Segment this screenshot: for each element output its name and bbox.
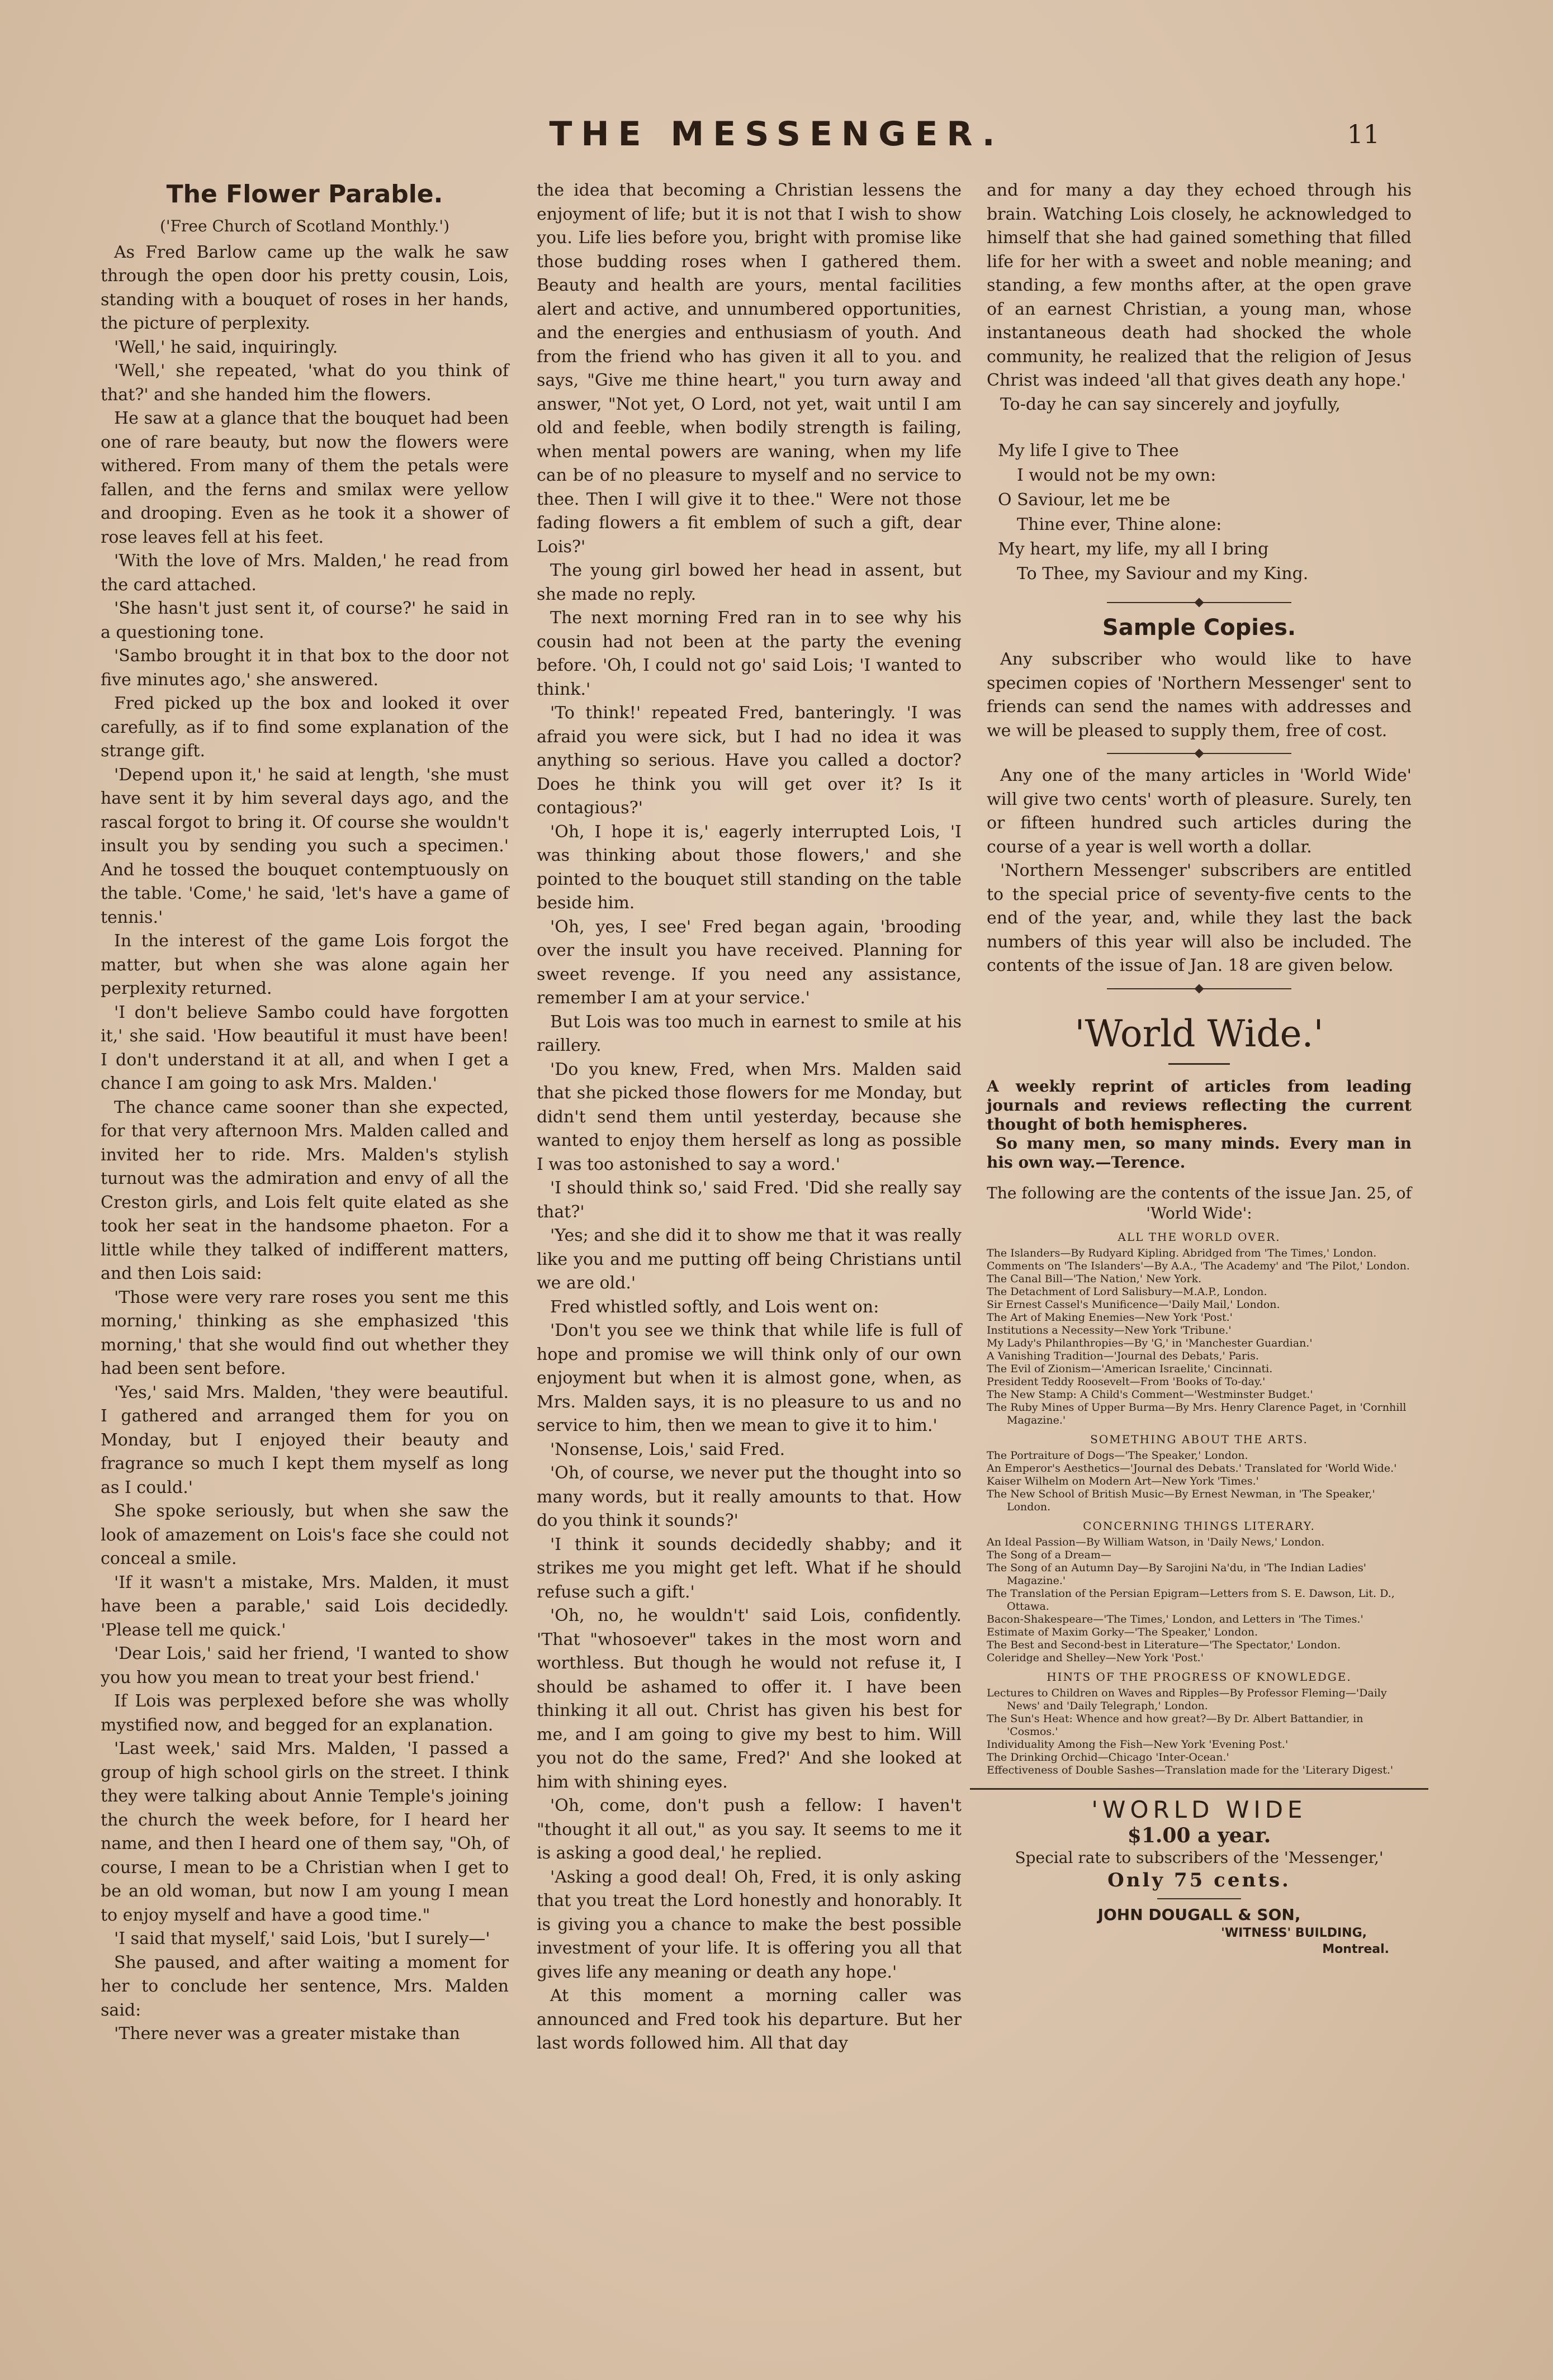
- contents-item: The Best and Second-best in Literature—'The Spectator,' London.: [987, 1638, 1341, 1651]
- paragraph: 'Last week,' said Mrs. Malden, 'I passed a group of high school girls on the street. I think they were talking about Annie Temple's joining the church the week before, for I heard her name, and then I heard one of them say, "Oh, of course, I mean to be a Christian when I get to be an old woman, but now I am young I mean to enjoy myself and have a good time.": [101, 1739, 509, 1925]
- contents-item: The Ruby Mines of Upper Burma—By Mrs. Henry Clarence Paget, in 'Cornhill Magazine.': [987, 1401, 1407, 1426]
- world-wide-motto: So many men, so many minds. Every man in his own way.—Terence.: [987, 1134, 1412, 1172]
- contents-list: [987, 1687, 1412, 1777]
- contents-item: A Vanishing Tradition—'Journal des Debats,' Paris.: [987, 1349, 1259, 1362]
- contents-lead: The following are the contents of the issue Jan. 25, of 'World Wide':: [987, 1183, 1412, 1222]
- paragraph: Fred whistled softly, and Lois went on:: [550, 1297, 879, 1317]
- contents-item: The Drinking Orchid—Chicago 'Inter-Ocean.': [987, 1751, 1229, 1763]
- contents-item: Individuality Among the Fish—New York 'Evening Post.': [987, 1738, 1289, 1751]
- contents-item: The Song of an Autumn Day—By Sarojini Na'du, in 'The Indian Ladies' Magazine.': [987, 1561, 1366, 1587]
- paragraph: The next morning Fred ran in to see why his cousin had not been at the party the evening before. 'Oh, I could not go' said Lois; 'I wanted to think.': [537, 608, 962, 699]
- paragraph: As Fred Barlow came up the walk he saw through the open door his pretty cousin, Lois, standing with a bouquet of roses in her hands, the picture of perplexity.: [101, 242, 509, 333]
- column-3-body: [987, 179, 1412, 416]
- paragraph: 'I said that myself,' said Lois, 'but I surely—': [114, 1929, 490, 1948]
- paragraph: 'Oh, yes, I see' Fred began again, 'brooding over the insult you have received. Planning for sweet revenge. If you need any assistance, remember I am at your service.': [537, 917, 962, 1008]
- separator: [1107, 753, 1291, 754]
- contents-list: [987, 1449, 1412, 1514]
- poem-line: To Thee, my Saviour and my King.: [1017, 564, 1309, 584]
- contents-item: Bacon-Shakespeare—'The Times,' London, and Letters in 'The Times.': [987, 1613, 1363, 1625]
- column-3: [987, 179, 1412, 1957]
- paragraph: 'Yes,' said Mrs. Malden, 'they were beautiful. I gathered and arranged them for you on Monday, but I enjoyed their beauty and fragrance so much I kept them myself as long as I could.': [101, 1382, 509, 1497]
- contents-item: Estimate of Maxim Gorky—'The Speaker,' London.: [987, 1625, 1258, 1638]
- column-1-body: [101, 241, 509, 2046]
- world-wide-notice: [987, 764, 1412, 978]
- paragraph: 'Oh, I hope it is,' eagerly interrupted Lois, 'I was thinking about those flowers,' and she pointed to the bouquet still standing on the table beside him.: [537, 822, 962, 913]
- contents-item: Effectiveness of Double Sashes—Translation made for the 'Literary Digest.': [987, 1763, 1394, 1776]
- article-title: The Flower Parable.: [166, 180, 443, 208]
- paragraph: She paused, and after waiting a moment for her to conclude her sentence, Mrs. Malden said:: [101, 1952, 509, 2020]
- contents-item: The Translation of the Persian Epigram—Letters from S. E. Dawson, Lit. D., Ottawa.: [987, 1587, 1395, 1613]
- contents-item: Kaiser Wilhelm on Modern Art—New York 'Times.': [987, 1475, 1259, 1487]
- paragraph: 'I should think so,' said Fred. 'Did she really say that?': [537, 1178, 962, 1222]
- paragraph: She spoke seriously, but when she saw the look of amazement on Lois's face she could not conceal a smile.: [101, 1501, 509, 1568]
- publisher-name: JOHN DOUGALL & SON,: [1097, 1905, 1301, 1924]
- paragraph: 'Well,' he said, inquiringly.: [114, 337, 338, 357]
- paragraph: 'Those were very rare roses you sent me this morning,' thinking as she emphasized 'this morning,' that she would find out whether they had been sent before.: [101, 1287, 509, 1378]
- world-wide-title: 'World Wide.': [1074, 1012, 1324, 1055]
- paragraph: 'Depend upon it,' he said at length, 'she must have sent it by him several days ago, and the rascal forgot to bring it. Of course she wouldn't insult you by sending you such a specimen.' And he tossed the bouquet contemptuously on the table. 'Come,' he said, 'let's have a game of tennis.': [101, 765, 509, 927]
- paragraph: To-day he can say sincerely and joyfully,: [1000, 394, 1341, 414]
- contents-item: Comments on 'The Islanders'—By A.A., 'The Academy' and 'The Pilot,' London.: [987, 1259, 1410, 1272]
- paragraph: 'Oh, come, don't push a fellow: I haven't "thought it all out," as you say. It seems to me it is asking a good deal,' he replied.: [537, 1796, 962, 1863]
- sample-copies-text: Any subscriber who would like to have specimen copies of 'Northern Messenger' sent to friends can send the names with addresses and we will be pleased to supply them, free of cost.: [987, 649, 1412, 741]
- paragraph: 'Don't you see we think that while life is full of hope and promise we will think only of our own enjoyment but when it is almost gone, when, as Mrs. Malden says, it is no pleasure to us and no service to him, then we mean to give it to him.': [537, 1321, 962, 1435]
- paragraph: 'Do you knew, Fred, when Mrs. Malden said that she picked those flowers for me Monday, but didn't send them until yesterday, because she wanted to enjoy them herself as long as possible I was too astonished to say a word.': [537, 1059, 962, 1174]
- poem-line: O Saviour, let me be: [998, 490, 1171, 510]
- paragraph: 'Well,' she repeated, 'what do you think of that?' and she handed him the flowers.: [101, 361, 509, 405]
- advert-price: $1.00 a year.: [1127, 1823, 1271, 1847]
- world-wide-contents: [987, 1229, 1412, 1777]
- contents-list: [987, 1247, 1412, 1427]
- contents-item: The Song of a Dream—: [987, 1548, 1111, 1561]
- advert-offer: Only 75 cents.: [1107, 1869, 1291, 1891]
- subscription-advert: [987, 1796, 1412, 1957]
- contents-item: An Emperor's Aesthetics—'Journal des Debats.' Translated for 'World Wide.': [987, 1462, 1397, 1475]
- page-number: 11: [1347, 119, 1380, 149]
- paragraph: 'Oh, of course, we never put the thought into so many words, but it really amounts to that. How do you think it sounds?': [537, 1463, 962, 1530]
- paragraph: 'Nonsense, Lois,' said Fred.: [550, 1439, 785, 1459]
- publisher-address: 'WITNESS' BUILDING,: [1221, 1926, 1367, 1940]
- contents-item: The Detachment of Lord Salisbury—M.A.P., London.: [987, 1285, 1267, 1298]
- paragraph: 'Sambo brought it in that box to the door not five minutes ago,' she answered.: [101, 646, 509, 690]
- masthead-title: THE MESSENGER.: [549, 115, 1004, 154]
- advert-special-rate: Special rate to subscribers of the 'Messenger,': [1015, 1848, 1384, 1867]
- contents-section-heading: HINTS OF THE PROGRESS OF KNOWLEDGE.: [1047, 1670, 1352, 1684]
- paragraph: 'Dear Lois,' said her friend, 'I wanted to show you how you mean to treat your best friend.': [101, 1644, 509, 1687]
- paragraph: But Lois was too much in earnest to smile at his raillery.: [537, 1012, 962, 1055]
- contents-item: An Ideal Passion—By William Watson, in 'Daily News,' London.: [987, 1535, 1325, 1548]
- paragraph: At this moment a morning caller was announced and Fred took his departure. But her last words followed him. All that day: [537, 1986, 962, 2053]
- world-wide-intro: [987, 1077, 1412, 1172]
- world-wide-description: A weekly reprint of articles from leading journals and reviews reflecting the current thought of both hemispheres.: [987, 1077, 1412, 1134]
- short-rule: [1168, 1063, 1230, 1065]
- contents-section-heading: CONCERNING THINGS LITERARY.: [1083, 1519, 1315, 1533]
- contents-item: The Canal Bill—'The Nation,' New York.: [987, 1272, 1202, 1285]
- contents-item: Institutions a Necessity—New York 'Tribune.': [987, 1324, 1232, 1336]
- contents-section-heading: SOMETHING ABOUT THE ARTS.: [1090, 1432, 1308, 1446]
- separator: [1107, 988, 1291, 989]
- paragraph: 'She hasn't just sent it, of course?' he said in a questioning tone.: [101, 599, 509, 642]
- masthead: [0, 115, 1553, 159]
- column-2: [537, 179, 962, 2056]
- separator: [1107, 602, 1291, 603]
- contents-list: [987, 1536, 1412, 1665]
- paragraph: 'Asking a good deal! Oh, Fred, it is only asking that you treat the Lord honestly and honorably. It is giving you a chance to make the best possible investment of your life. It is offering you all that gives life any meaning or death any hope.': [537, 1867, 962, 1982]
- column-1: [101, 179, 509, 2046]
- poem-line: My heart, my life, my all I bring: [998, 539, 1269, 559]
- paragraph: 'With the love of Mrs. Malden,' he read from the card attached.: [101, 551, 509, 595]
- paragraph: the idea that becoming a Christian lessens the enjoyment of life; but it is not that I wish to show you. Life lies before you, bright with promise like those budding roses when I gathered them. Beauty and health are yours, mental facilities alert and active, and unnumbered opportunities, and the energies and enthusiasm of youth. And from the friend who has given it all to you. and says, "Give me thine heart," you turn away and answer, "Not yet, O Lord, not yet, wait until I am old and feeble, when bodily strength is failing, when mental powers are waning, when my life can be of no pleasure to myself and no service to thee. Then I will give it to thee." Were not those fading flowers a fit emblem of such a gift, dear Lois?': [537, 181, 962, 557]
- contents-item: The New School of British Music—By Ernest Newman, in 'The Speaker,' London.: [987, 1487, 1375, 1513]
- column-2-body: [537, 179, 962, 2056]
- contents-item: President Teddy Roosevelt—From 'Books of To-day.': [987, 1375, 1266, 1388]
- paragraph: 'There never was a greater mistake than: [114, 2024, 460, 2044]
- poem-line: I would not be my own:: [1017, 466, 1216, 485]
- paragraph: 'Oh, no, he wouldn't' said Lois, confidently. 'That "whosoever" takes in the most worn and worthless. But though he would not refuse it, I should be ashamed to offer it. I have been thinking it all out. Christ has given his best for me, and I am going to give my best to him. Will you not do the same, Fred?' And she looked at him with shining eyes.: [537, 1606, 962, 1792]
- paragraph: 'I think it sounds decidedly shabby; and it strikes me you might get left. What if he should refuse such a gift.': [537, 1534, 962, 1602]
- paragraph: 'To think!' repeated Fred, banteringly. 'I was afraid you were sick, but I had no idea it was anything so serious. Have you called a doctor? Does he think you will get over it? Is it contagious?': [537, 703, 962, 818]
- advert-rule: [970, 1788, 1428, 1790]
- paragraph: 'Yes; and she did it to show me that it was really like you and me putting off being Christians until we are old.': [537, 1226, 962, 1293]
- contents-item: The New Stamp: A Child's Comment—'Westminster Budget.': [987, 1388, 1313, 1401]
- advert-title: 'WORLD WIDE: [1091, 1795, 1307, 1823]
- advert-small-rule: [1157, 1898, 1241, 1899]
- contents-item: The Sun's Heat: Whence and how great?—By Dr. Albert Battandier, in 'Cosmos.': [987, 1712, 1363, 1738]
- publisher-city: Montreal.: [1322, 1942, 1389, 1956]
- contents-item: Sir Ernest Cassel's Munificence—'Daily Mail,' London.: [987, 1298, 1280, 1311]
- article-source: ('Free Church of Scotland Monthly.'): [160, 217, 449, 235]
- paragraph: In the interest of the game Lois forgot the matter, but when she was alone again her perplexity returned.: [101, 931, 509, 998]
- poem-line: My life I give to Thee: [998, 441, 1179, 461]
- contents-item: The Islanders—By Rudyard Kipling. Abridged from 'The Times,' London.: [987, 1246, 1377, 1259]
- poem-line: Thine ever, Thine alone:: [1017, 515, 1222, 534]
- contents-section-heading: ALL THE WORLD OVER.: [1118, 1230, 1281, 1244]
- contents-item: The Art of Making Enemies—New York 'Post.': [987, 1311, 1233, 1324]
- contents-item: The Evil of Zionism—'American Israelite,' Cincinnati.: [987, 1362, 1273, 1375]
- contents-item: The Portraiture of Dogs—'The Speaker,' London.: [987, 1449, 1248, 1462]
- contents-item: Lectures to Children on Waves and Ripples—By Professor Fleming—'Daily News' and 'Daily Telegraph,' London.: [987, 1686, 1387, 1712]
- contents-item: My Lady's Philanthropies—By 'G,' in 'Manchester Guardian.': [987, 1336, 1313, 1349]
- paragraph: He saw at a glance that the bouquet had been one of rare beauty, but now the flowers were withered. From many of them the petals were fallen, and the ferns and smilax were yellow and drooping. Even as he took it a shower of rose leaves fell at his feet.: [101, 409, 509, 547]
- paragraph: Any one of the many articles in 'World Wide' will give two cents' worth of pleasure. Surely, ten or fifteen hundred such articles during the course of a year is well worth a dollar.: [987, 766, 1412, 857]
- paragraph: and for many a day they echoed through his brain. Watching Lois closely, he acknowledged to himself that she had gained something that filled life for her with a sweet and noble meaning; and standing, a few months after, at the open grave of an earnest Christian, a young man, whose instantaneous death had shocked the whole community, he realized that the religion of Jesus Christ was indeed 'all that gives death any hope.': [987, 181, 1412, 390]
- paragraph: The young girl bowed her head in assent, but she made no reply.: [537, 561, 962, 604]
- paragraph: 'I don't believe Sambo could have forgotten it,' she said. 'How beautiful it must have been! I don't understand it at all, and when I get a chance I am going to ask Mrs. Malden.': [101, 1002, 509, 1093]
- paragraph: Fred picked up the box and looked it over carefully, as if to find some explanation of the strange gift.: [101, 694, 509, 761]
- paragraph: The chance came sooner than she expected, for that very afternoon Mrs. Malden called and invited her to ride. Mrs. Malden's stylish turnout was the admiration and envy of all the Creston girls, and Lois felt quite elated as she took her seat in the handsome phaeton. For a little while they talked of indifferent matters, and then Lois said:: [101, 1097, 509, 1283]
- sample-copies-title: Sample Copies.: [1102, 615, 1296, 641]
- poem: [998, 439, 1412, 586]
- paragraph: 'Northern Messenger' subscribers are entitled to the special price of seventy-five cents to the end of the year, and, while they last the back numbers of this year will also be included. The contents of the issue of Jan. 18 are given below.: [987, 861, 1412, 975]
- paragraph: If Lois was perplexed before she was wholly mystified now, and begged for an explanation.: [101, 1691, 509, 1735]
- contents-item: Coleridge and Shelley—New York 'Post.': [987, 1651, 1204, 1664]
- paragraph: 'If it wasn't a mistake, Mrs. Malden, it must have been a parable,' said Lois decidedly. 'Please tell me quick.': [101, 1572, 509, 1640]
